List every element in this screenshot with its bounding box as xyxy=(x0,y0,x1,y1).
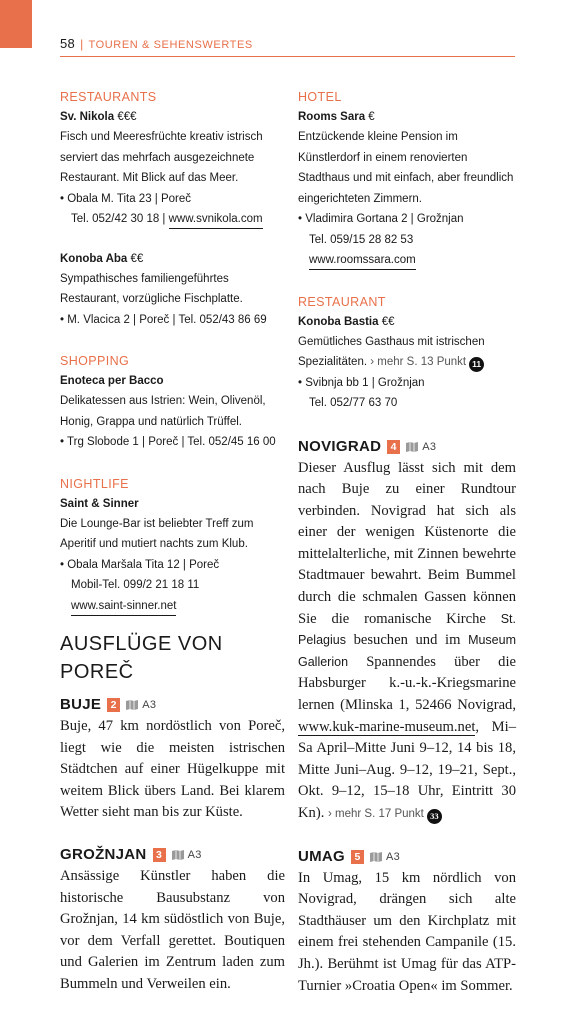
chapter-tab xyxy=(0,0,32,48)
category-shopping: SHOPPING xyxy=(60,354,130,368)
entry-description: Gemütliches Gasthaus mit istrischen Spezialitäten. › mehr S. 13 Punkt 11 xyxy=(298,332,516,373)
page-number: 58 xyxy=(60,36,76,51)
place-number: 3 xyxy=(153,848,166,862)
entry-rooms-sara xyxy=(298,108,516,271)
entry-sv-nikola xyxy=(60,108,285,230)
map-grid-ref: A3 xyxy=(142,699,157,711)
map-icon xyxy=(405,441,419,453)
entry-name: Saint & Sinner xyxy=(60,497,139,510)
category-nightlife: NIGHTLIFE xyxy=(60,476,129,491)
price-level: €€ xyxy=(378,315,395,328)
entry-address: • Vladimira Gortana 2 | Grožnjan Tel. 059/15 28 82 53 www.roomssara.com xyxy=(298,209,516,271)
section-title: TOUREN & SEHENSWERTES xyxy=(88,39,253,51)
price-level: €€€ xyxy=(114,111,137,123)
entry-address: • Obala Maršala Tita 12 | Poreč Mobil-Tel. 099/2 21 18 11 www.saint-sinner.net xyxy=(60,555,285,617)
left-column xyxy=(60,88,285,996)
novigrad-text: Dieser Ausflug lässt sich mit dem nach Buje zu einer Rundtour verbinden. Novigrad hat sich als einer der wenigen Küstenorte die mittelalterliche, mit Zinnen bewehrte Stadtmauer bewahrt. Beim Bummel durch die schmalen Gassen können Sie die romanische Kirche St. Pelagius besuchen und im Museum Gallerion Spannendes über die Habsburger k.-u.-k.-Kriegsmarine lernen (Mlinska 1, 52466 Novigrad, www.kuk-marine-museum.net, Mi–Sa April–Mitte Juni 9–12, 14 bis 18, Mitte Juni–Aug. 9–12, 19–21, Sept., Okt. 9–12, 15–18 Uhr, Eintritt 30 Kn). › mehr S. 17 Punkt 33 xyxy=(298,458,516,826)
place-number: 4 xyxy=(387,440,400,454)
point-badge: 33 xyxy=(427,809,442,824)
entry-description: Delikatessen aus Istrien: Wein, Olivenöl, Honig, Grappa und natürlich Trüffel. xyxy=(60,395,266,428)
website-link[interactable]: www.saint-sinner.net xyxy=(71,598,176,616)
entry-konoba-aba xyxy=(60,250,285,331)
entry-description: Entzückende kleine Pension im Künstlerdorf in einem renovierten Stadthaus und mit einfach, aber freundlich eingerichteten Zimmern. xyxy=(298,131,514,205)
entry-enoteca xyxy=(60,372,285,453)
website-link[interactable]: www.svnikola.com xyxy=(169,211,263,229)
groznjan-text: Ansässige Künstler haben die historische Bausubstanz von Grožnjan, 14 km südöstlich von Buje, vor dem Verfall gerettet. Boutiquen und Galerien im Zentrum laden zum Bummeln und Verweilen ein. xyxy=(60,867,285,992)
entry-address: • M. Vlacica 2 | Poreč | Tel. 052/43 86 69 xyxy=(60,313,267,326)
buje-text: Buje, 47 km nordöstlich von Poreč, liegt wie die meisten istrischen Städtchen auf einer Hügelkuppe mit weitem Blick übers Land. Bei klarem Wetter sieht man bis zur Küste. xyxy=(60,718,285,821)
entry-saint-sinner xyxy=(60,495,285,617)
place-number: 2 xyxy=(107,698,120,712)
entry-name: Konoba Aba xyxy=(60,252,128,265)
website-link[interactable]: www.kuk-marine-museum.net xyxy=(298,718,476,735)
map-icon xyxy=(369,851,383,863)
website-link[interactable]: www.roomssara.com xyxy=(309,252,416,270)
map-grid-ref: A3 xyxy=(187,848,202,861)
category-restaurant: RESTAURANT xyxy=(298,294,386,309)
place-heading-novigrad: NOVIGRAD 4 A3 xyxy=(298,436,516,458)
entry-name: Konoba Bastia xyxy=(298,315,379,328)
category-restaurants: RESTAURANTS xyxy=(60,90,157,104)
entry-description: Fisch und Meeresfrüchte kreativ istrisch serviert das mehrfach ausgezeichnete Restaurant. Mit Blick auf das Meer. xyxy=(60,131,263,184)
excursions-heading: AUSFLÜGE VON POREČ xyxy=(60,633,223,683)
highlight-museum: Museum Gallerion xyxy=(298,633,516,669)
price-level: €€ xyxy=(127,252,144,265)
place-heading-umag: UMAG 5 A3 xyxy=(298,846,516,868)
entry-konoba-bastia xyxy=(298,313,516,414)
map-grid-ref: A3 xyxy=(422,440,437,453)
cross-reference[interactable]: › mehr S. 13 Punkt xyxy=(370,356,467,368)
entry-address: • Trg Slobode 1 | Poreč | Tel. 052/45 16 00 xyxy=(60,436,276,448)
category-hotel: HOTEL xyxy=(298,90,342,104)
cross-reference[interactable]: › mehr S. 17 Punkt xyxy=(328,808,424,820)
entry-name: Enoteca per Bacco xyxy=(60,375,164,387)
entry-address: • Obala M. Tita 23 | Poreč Tel. 052/42 30 18 | www.svnikola.com xyxy=(60,189,285,230)
header-rule xyxy=(60,56,515,57)
umag-text: In Umag, 15 km nördlich von Novigrad, drängen sich alte Stadthäuser um den Kirchplatz mit einem frei stehenden Campanile (15. Jh.). Berühmt ist Umag für das ATP-Turnier »Croatia Open« im Sommer. xyxy=(298,869,516,994)
entry-description: Sympathisches familiengeführtes Restaurant, vorzügliche Fischplatte. xyxy=(60,272,243,305)
running-header xyxy=(60,36,515,56)
place-number: 5 xyxy=(351,850,364,864)
place-heading-buje: BUJE 2 A3 xyxy=(60,694,285,716)
entry-name: Sv. Nikola xyxy=(60,111,115,123)
entry-name: Rooms Sara xyxy=(298,111,366,123)
highlight-church: St. Pelagius xyxy=(298,611,516,648)
header-separator: | xyxy=(80,37,84,51)
right-column xyxy=(298,88,516,997)
point-badge: 11 xyxy=(469,357,484,372)
map-icon xyxy=(125,699,139,711)
entry-address: • Svibnja bb 1 | Grožnjan Tel. 052/77 63 70 xyxy=(298,376,425,409)
place-heading-groznjan: GROŽNJAN 3 A3 xyxy=(60,844,285,866)
map-icon xyxy=(171,849,185,861)
entry-description: Die Lounge-Bar ist beliebter Treff zum Aperitif und mutiert nachts zum Klub. xyxy=(60,517,254,550)
price-level: € xyxy=(365,111,375,123)
map-grid-ref: A3 xyxy=(386,850,401,863)
